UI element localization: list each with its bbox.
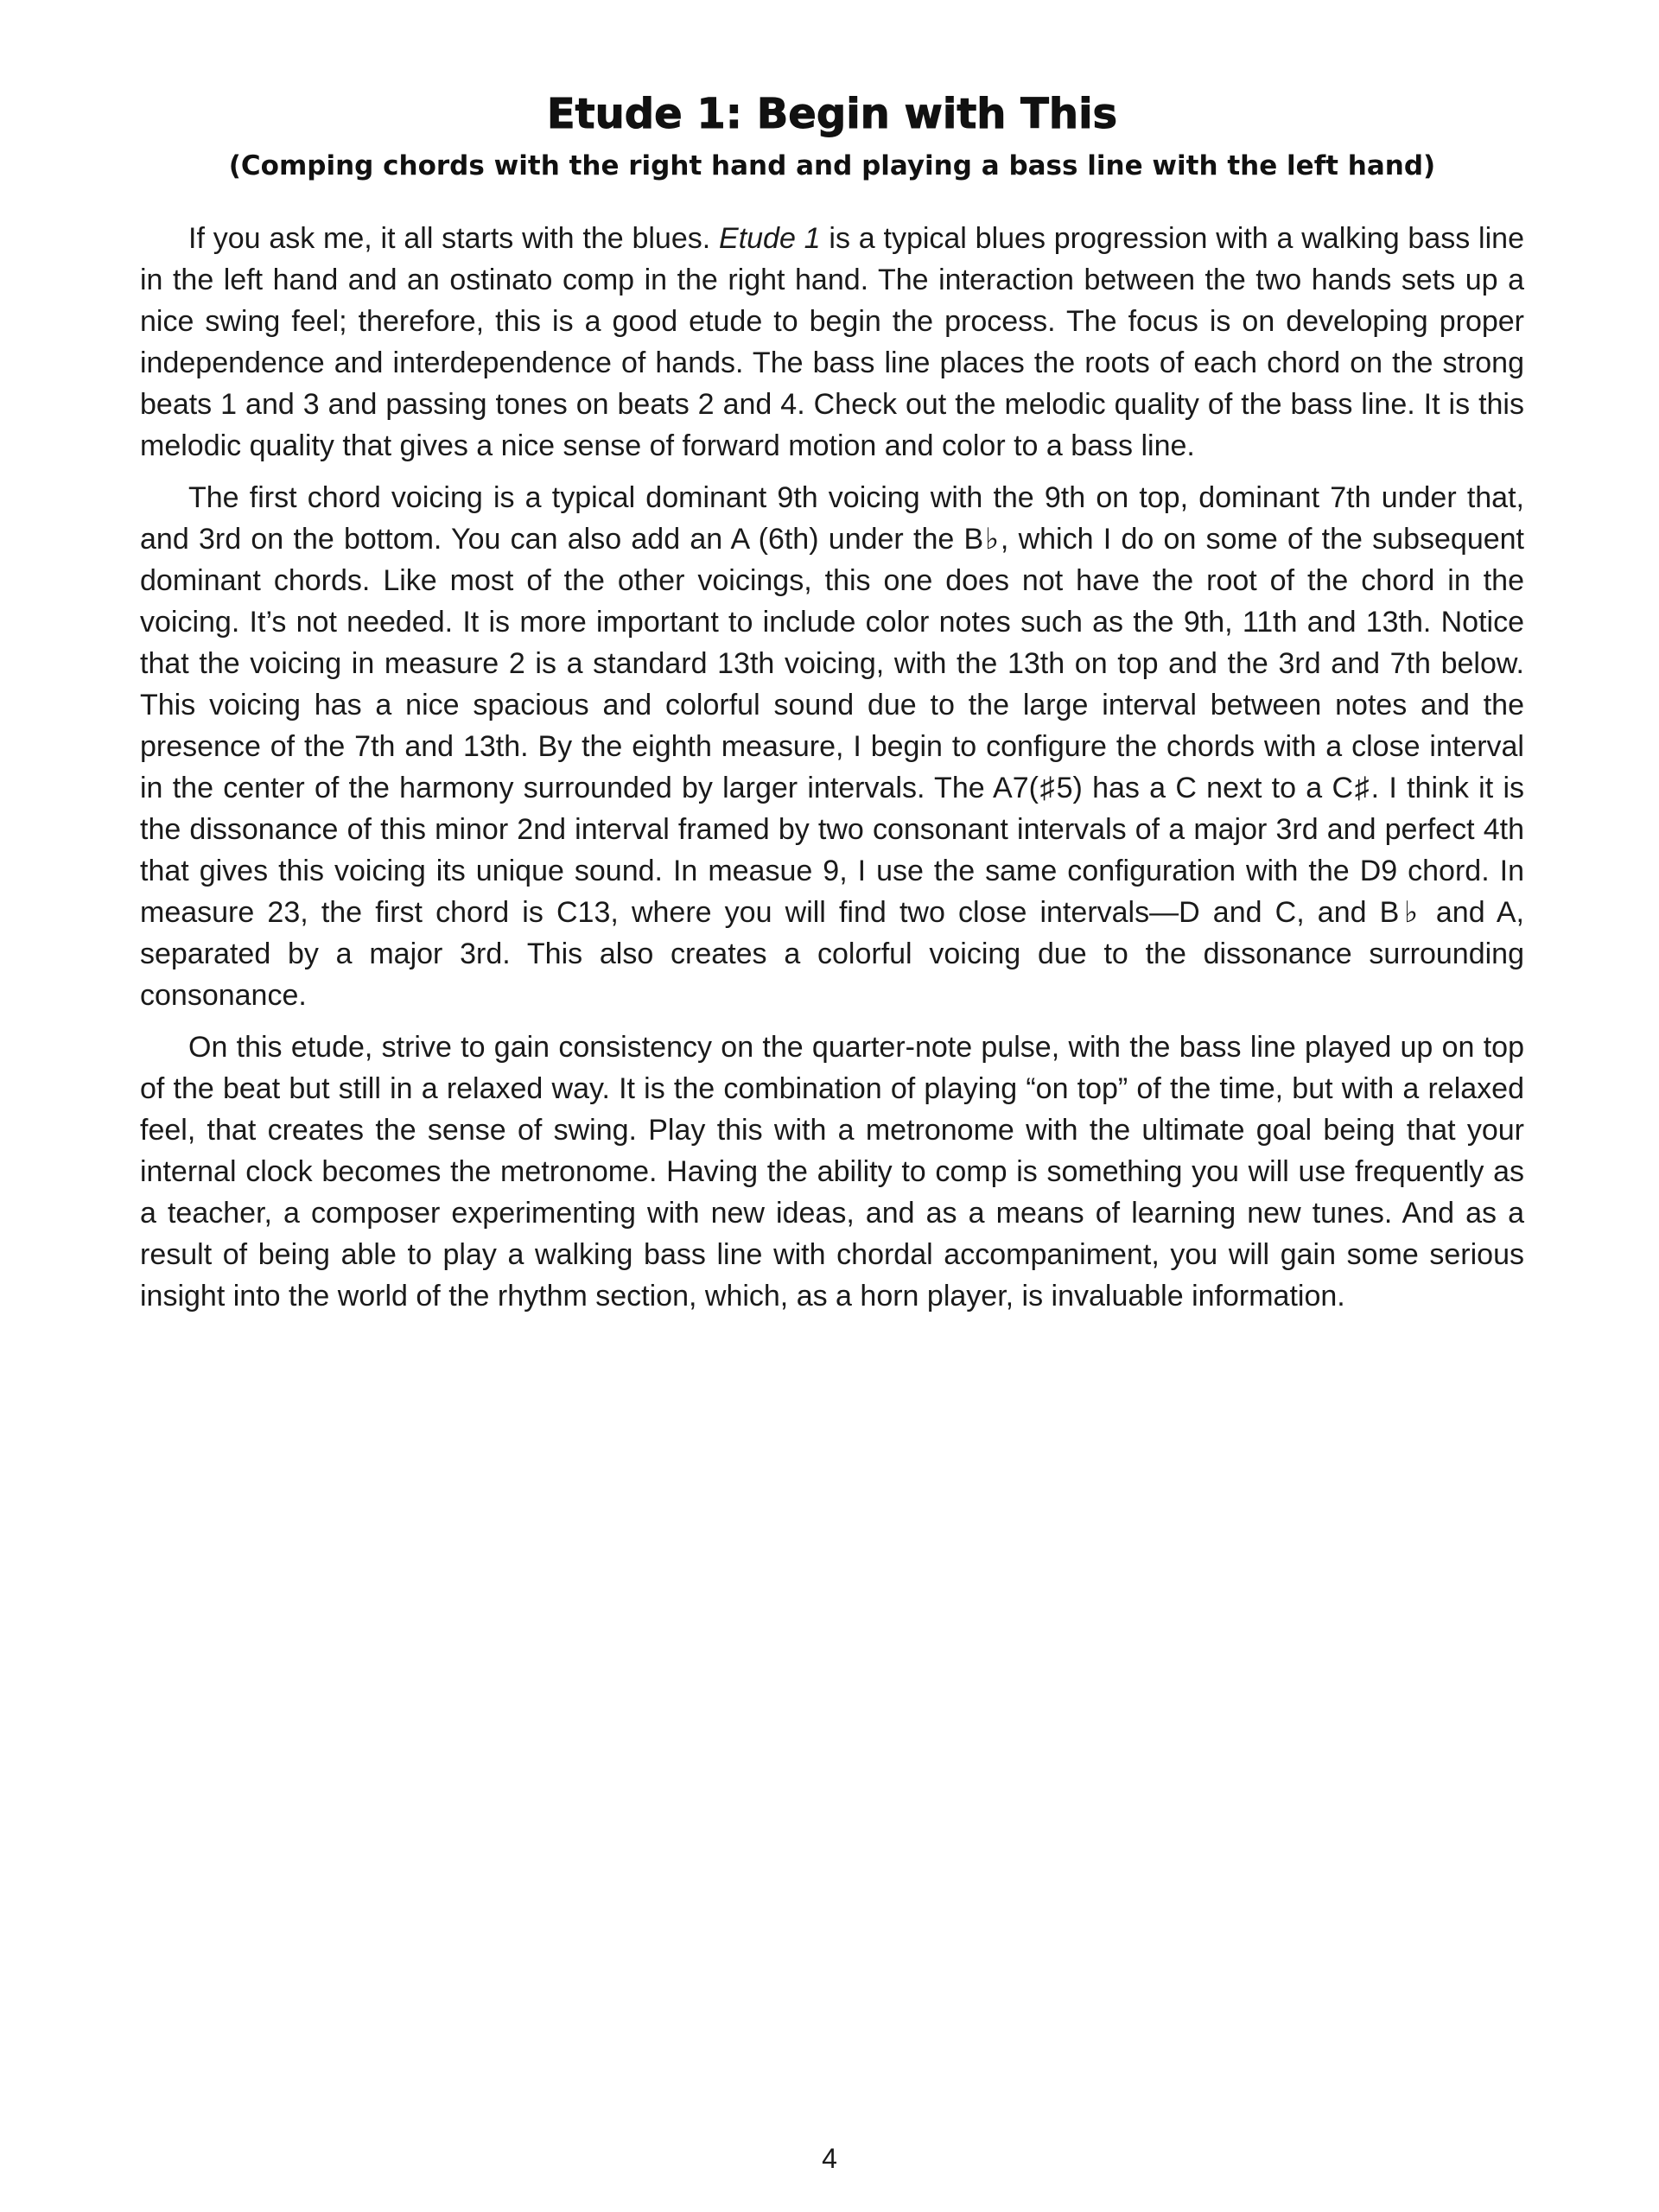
paragraph-3: On this etude, strive to gain consistency on the quarter-note pulse, with the bass line played up on top of the beat but still in a relaxed way. It is the combination of playing “on top” of the time, but with a relaxed feel, that creates the sense of swing. Play this with a metronome with the ultimate goal being that your internal clock becomes the metronome. Having the ability to comp is something you will use frequently as a teacher, a composer experimenting with new ideas, and as a means of learning new tunes. And as a result of being able to play a walking bass line with chordal accompaniment, you will gain some serious insight into the world of the rhythm section, which, as a horn player, is invaluable information. xyxy=(140,1031,1524,1313)
page-subtitle: (Comping chords with the right hand and playing a bass line with the left hand) xyxy=(228,150,1436,181)
paragraph-1-intro: If you ask me, it all starts with the blues. xyxy=(188,222,720,255)
etude-title-italic: Etude 1 xyxy=(719,222,821,255)
paragraph-2: The first chord voicing is a typical dominant 9th voicing with the 9th on top, dominant 7th under that, and 3rd on the bottom. You can also add an A (6th) under the B♭, which I do on some of the subsequent dominant chords. Like most of the other voicings, this one does not have the root of the chord in the voicing. It’s not needed. It is more important to include color notes such as the 9th, 11th and 13th. Notice that the voicing in measure 2 is a standard 13th voicing, with the 13th on top and the 3rd and 7th below. This voicing has a nice spacious and colorful sound due to the large interval between notes and the presence of the 7th and 13th. By the eighth measure, I begin to configure the chords with a close interval in the center of the harmony surrounded by larger intervals. The A7(♯5) has a C next to a C♯. I think it is the dissonance of this minor 2nd interval framed by two consonant intervals of a major 3rd and perfect 4th that gives this voicing its unique sound. In measue 9, I use the same configuration with the D9 chord. In measure 23, the first chord is C13, where you will find two close intervals—D and C, and B♭ and A, separated by a major 3rd. This also creates a colorful voicing due to the dissonance surrounding consonance. xyxy=(140,481,1524,1012)
document-body xyxy=(140,218,1524,1317)
paragraph-1 xyxy=(140,218,1524,467)
paragraph-1-rest: is a typical blues progression with a walking bass line in the left hand and an ostinato comp in the right hand. The interaction between the two hands sets up a nice swing feel; therefore, this is a good etude to begin the process. The focus is on developing proper independence and interdependence of hands. The bass line places the roots of each chord on the strong beats 1 and 3 and passing tones on beats 2 and 4. Check out the melodic quality of the bass line. It is this melodic quality that gives a nice sense of forward motion and color to a bass line. xyxy=(140,222,1524,462)
page-title: Etude 1: Begin with This xyxy=(546,90,1118,138)
page-number: 4 xyxy=(822,2143,837,2174)
document-page xyxy=(140,86,1524,1327)
